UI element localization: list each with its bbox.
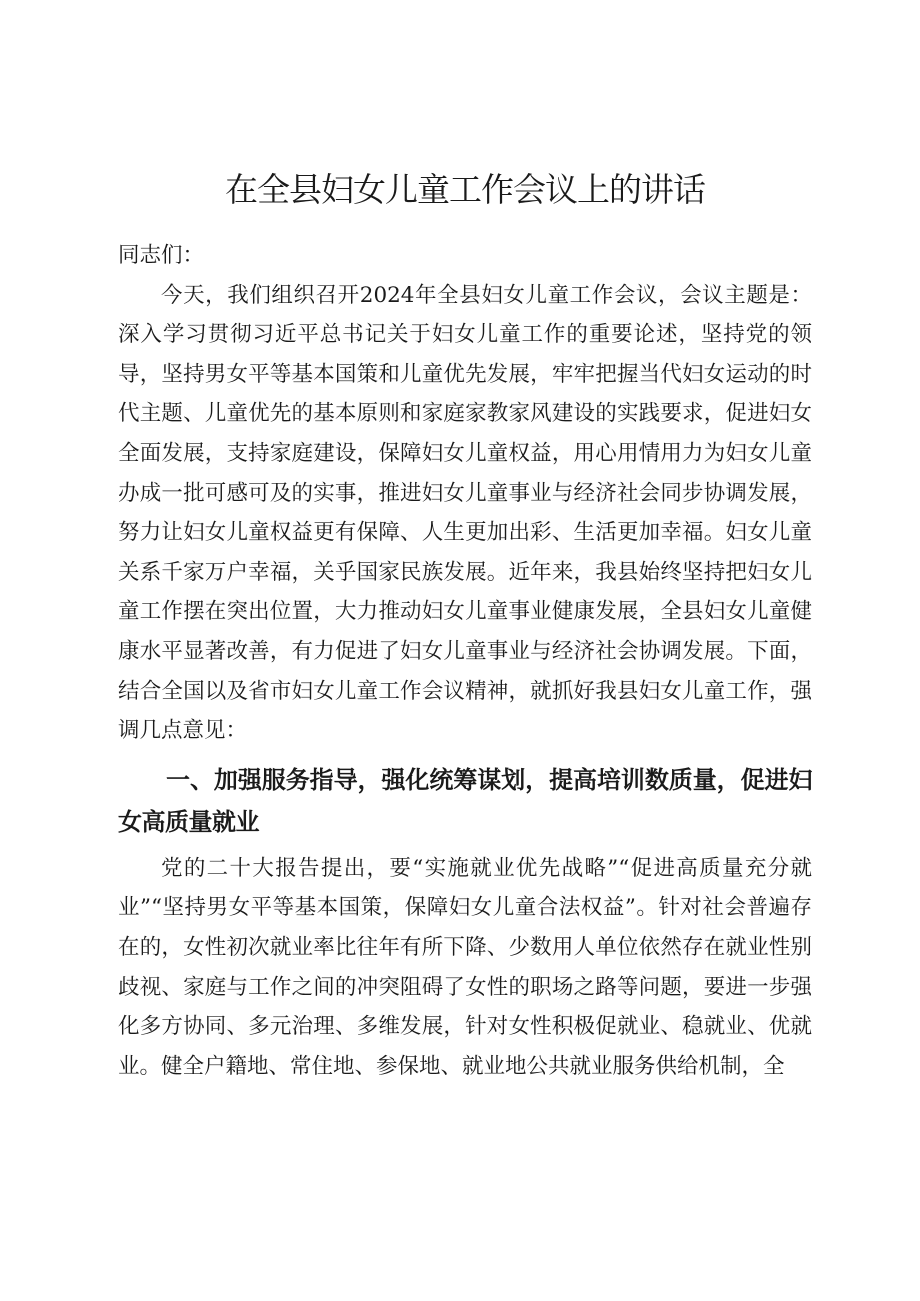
salutation: 同志们：: [118, 243, 205, 268]
document-page: [118, 160, 812, 1086]
document-title: 在全县妇女儿童工作会议上的讲话: [225, 170, 705, 209]
section-heading: 一、加强服务指导，强化统筹谋划，提高培训数质量，促进妇女高质量就业: [118, 765, 812, 836]
intro-paragraph: 今天，我们组织召开2024年全县妇女儿童工作会议，会议主题是：深入学习贯彻习近平总书记关于妇女儿童工作的重要论述，坚持党的领导，坚持男女平等基本国策和儿童优先发展，牢牢把握当代妇女运动的时代主题、儿童优先的基本原则和家庭家教家风建设的实践要求，促进妇女全面发展，支持家庭建设，保障妇女儿童权益，用心用情用力为妇女儿童办成一批可感可及的实事，推进妇女儿童事业与经济社会同步协调发展，努力让妇女儿童权益更有保障、人生更加出彩、生活更加幸福。妇女儿童关系千家万户幸福，关乎国家民族发展。近年来，我县始终坚持把妇女儿童工作摆在突出位置，大力推动妇女儿童事业健康发展，全县妇女儿童健康水平显著改善，有力促进了妇女儿童事业与经济社会协调发展。下面，结合全国以及省市妇女儿童工作会议精神，就抓好我县妇女儿童工作，强调几点意见：: [118, 282, 812, 744]
section-paragraph: 党的二十大报告提出，要“实施就业优先战略”“促进高质量充分就业”“坚持男女平等基本国策，保障妇女儿童合法权益”。针对社会普遍存在的，女性初次就业率比往年有所下降、少数用人单位依然存在就业性别歧视、家庭与工作之间的冲突阻碍了女性的职场之路等问题，要进一步强化多方协同、多元治理、多维发展，针对女性积极促就业、稳就业、优就业。健全户籍地、常住地、参保地、就业地公共就业服务供给机制，全: [118, 855, 812, 1079]
